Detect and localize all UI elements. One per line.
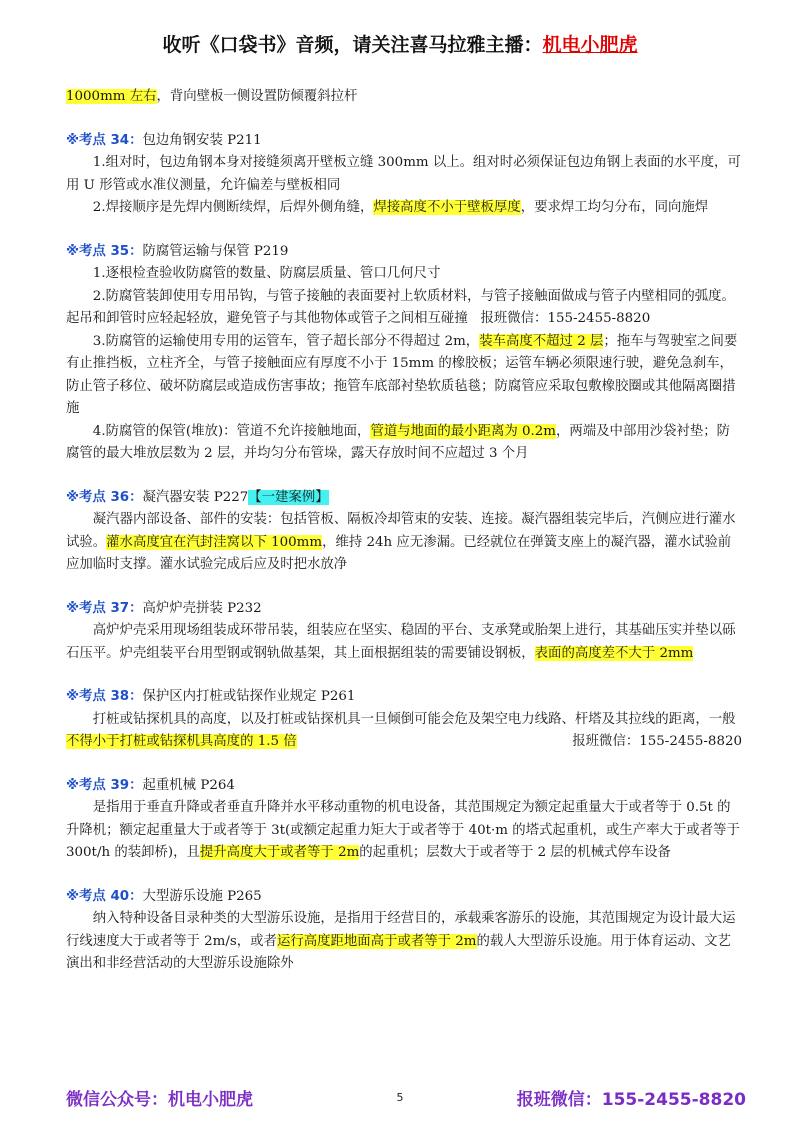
topic-paragraph: 2.焊接顺序是先焊内侧断续焊，后焊外侧角缝，焊接高度不小于壁板厚度，要求焊工均匀分布，同向施焊: [92, 200, 709, 215]
highlight: 提升高度大于或者等于 2m: [199, 845, 360, 860]
highlight: 灌水高度宜在汽封洼窝以下 100mm: [106, 534, 323, 550]
topic-paragraph: 3.防腐管的运输使用专用的运管车，管子超长部分不得超过 2m，装车高度不超过 2 层；拖车与驾驶室之间要有止推挡板，立柱齐全，与管子接触面应有厚度不小于 15mm 的橡胶板；运管车辆必须限速行驶，避免急刹车，防止管子移位、破坏防腐层或造成伤害事故；拖管车底部衬垫软质毡毯；防腐管应采取包敷橡胶圈或其他隔离圈措施: [66, 333, 738, 416]
page-footer: [0, 1085, 800, 1115]
highlight: 焊接高度不小于壁板厚度: [373, 200, 521, 215]
topic-38: [66, 686, 742, 754]
topic-tag: ※考点 40：: [66, 888, 143, 904]
topic-tag: ※考点 36：: [66, 489, 143, 505]
page-content: [66, 86, 742, 976]
topic-heading: [66, 886, 742, 909]
topic-tag: ※考点 34：: [66, 132, 143, 148]
highlight: 管道与地面的最小距离为 0.2m: [370, 423, 556, 439]
topic-paragraph: 凝汽器内部设备、部件的安装：包括管板、隔板冷却管束的安装、连接。凝汽器组装完毕后，汽侧应进行灌水试验。灌水高度宜在汽封洼窝以下 100mm，维持 24h 应无渗漏。已经就位在弹簧支座上的凝汽器，灌水试验前应加临时支撑。灌水试验完成后应及时把水放净: [66, 512, 736, 572]
topic-34: [66, 130, 742, 220]
footer-wechat-account: 微信公众号：机电小肥虎: [66, 1090, 253, 1110]
highlight: 运行高度距地面高于或者等于 2m: [276, 933, 477, 949]
contact-inline: 报班微信：155-2455-8820: [572, 734, 742, 749]
topic-39: [66, 775, 742, 865]
topic-title: 保护区内打桩或钻探作业规定 P261: [142, 689, 356, 704]
topic-title: 包边角钢安装 P211: [142, 132, 262, 148]
topic-paragraph: 1.组对时，包边角钢本身对接缝须离开壁板立缝 300mm 以上。组对时必须保证包边角钢上表面的水平度，可用 U 形管或水准仪测量，允许偏差与壁板相同: [66, 155, 741, 193]
topic-title: 大型游乐设施 P265: [142, 888, 262, 904]
topic-paragraph: 是指用于垂直升降或者垂直升降并水平移动重物的机电设备，其范围规定为额定起重量大于或者等于 0.5t 的升降机；额定起重量大于或者等于 3t(或额定起重力矩大于或者等于 40t·m 的塔式起重机，或生产率大于或者等于 300t/h 的装卸桥)，且提升高度大于或者等于 2m的起重机；层数大于或者等于 2 层的机械式停车设备: [66, 800, 740, 860]
topic-tag: ※考点 38：: [66, 689, 143, 704]
topic-heading: [66, 686, 742, 709]
highlight: 1000mm 左右: [66, 89, 157, 104]
case-badge: 【一建案例】: [248, 489, 329, 505]
highlight: 不得小于打桩或钻探机具高度的 1.5 倍: [66, 734, 297, 749]
intro-paragraph: 1000mm 左右，背向壁板一侧设置防倾覆斜拉杆: [66, 89, 358, 104]
contact-inline: 报班微信：155-2455-8820: [480, 311, 651, 326]
topic-title: 高炉炉壳拼装 P232: [142, 600, 262, 616]
topic-paragraph: 2.防腐管装卸使用专用吊钩，与管子接触的表面要衬上软质材料，与管子接触面做成与管子内壁相同的弧度。起吊和卸管时应轻起轻放，避免管子与其他物体或管子之间相互碰撞 报班微信：155-2455-8820: [66, 288, 735, 326]
topic-paragraph: 纳入特种设备目录种类的大型游乐设施，是指用于经营目的，承载乘客游乐的设施，其范围规定为设计最大运行线速度大于或者等于 2m/s，或者运行高度距地面高于或者等于 2m的载人大型游乐设施。用于体育运动、文艺演出和非经营活动的大型游乐设施除外: [66, 911, 736, 971]
topic-title: 起重机械 P264: [142, 777, 235, 793]
topic-paragraph: 打桩或钻探机具的高度，以及打桩或钻探机具一旦倾倒可能会危及架空电力线路、杆塔及其拉线的距离，一般不得小于打桩或钻探机具高度的 1.5 倍 报班微信：155-2455-8820: [66, 709, 742, 754]
highlight: 装车高度不超过 2 层: [479, 333, 604, 349]
header-host-name: 机电小肥虎: [542, 34, 638, 56]
topic-36: [66, 487, 742, 577]
topic-paragraph: 1.逐根检查验收防腐管的数量、防腐层质量、管口几何尺寸: [92, 266, 441, 281]
topic-title: 凝汽器安装 P227: [142, 489, 249, 505]
header-prefix: 收听《口袋书》音频，请关注喜马拉雅主播：: [162, 34, 543, 56]
topic-paragraph: 4.防腐管的保管(堆放)：管道不允许接触地面，管道与地面的最小距离为 0.2m，两端及中部用沙袋衬垫；防腐管的最大堆放层数为 2 层，并均匀分布管垛，露天存放时间不应超过 3 个月: [66, 423, 731, 461]
highlight: 表面的高度差不大于 2mm: [534, 645, 694, 661]
page-header: [0, 30, 800, 57]
topic-heading: [66, 241, 742, 264]
topic-37: [66, 598, 742, 666]
topic-tag: ※考点 37：: [66, 600, 143, 616]
topic-heading: [66, 487, 742, 510]
topic-35: [66, 241, 742, 466]
topic-tag: ※考点 35：: [66, 243, 143, 259]
topic-heading: [66, 130, 742, 153]
topic-40: [66, 886, 742, 976]
footer-contact: 报班微信：155-2455-8820: [516, 1090, 746, 1110]
topic-paragraph: 高炉炉壳采用现场组装成环带吊装，组装应在坚实、稳固的平台、支承凳或胎架上进行，其基础压实并垫以砾石压平。炉壳组装平台用型钢或钢轨做基架，其上面根据组装的需要铺设钢板，表面的高度差不大于 2mm: [66, 623, 736, 661]
topic-tag: ※考点 39：: [66, 777, 143, 793]
topic-heading: [66, 775, 742, 798]
page-number: 5: [396, 1091, 404, 1104]
topic-heading: [66, 598, 742, 621]
topic-title: 防腐管运输与保管 P219: [142, 243, 289, 259]
